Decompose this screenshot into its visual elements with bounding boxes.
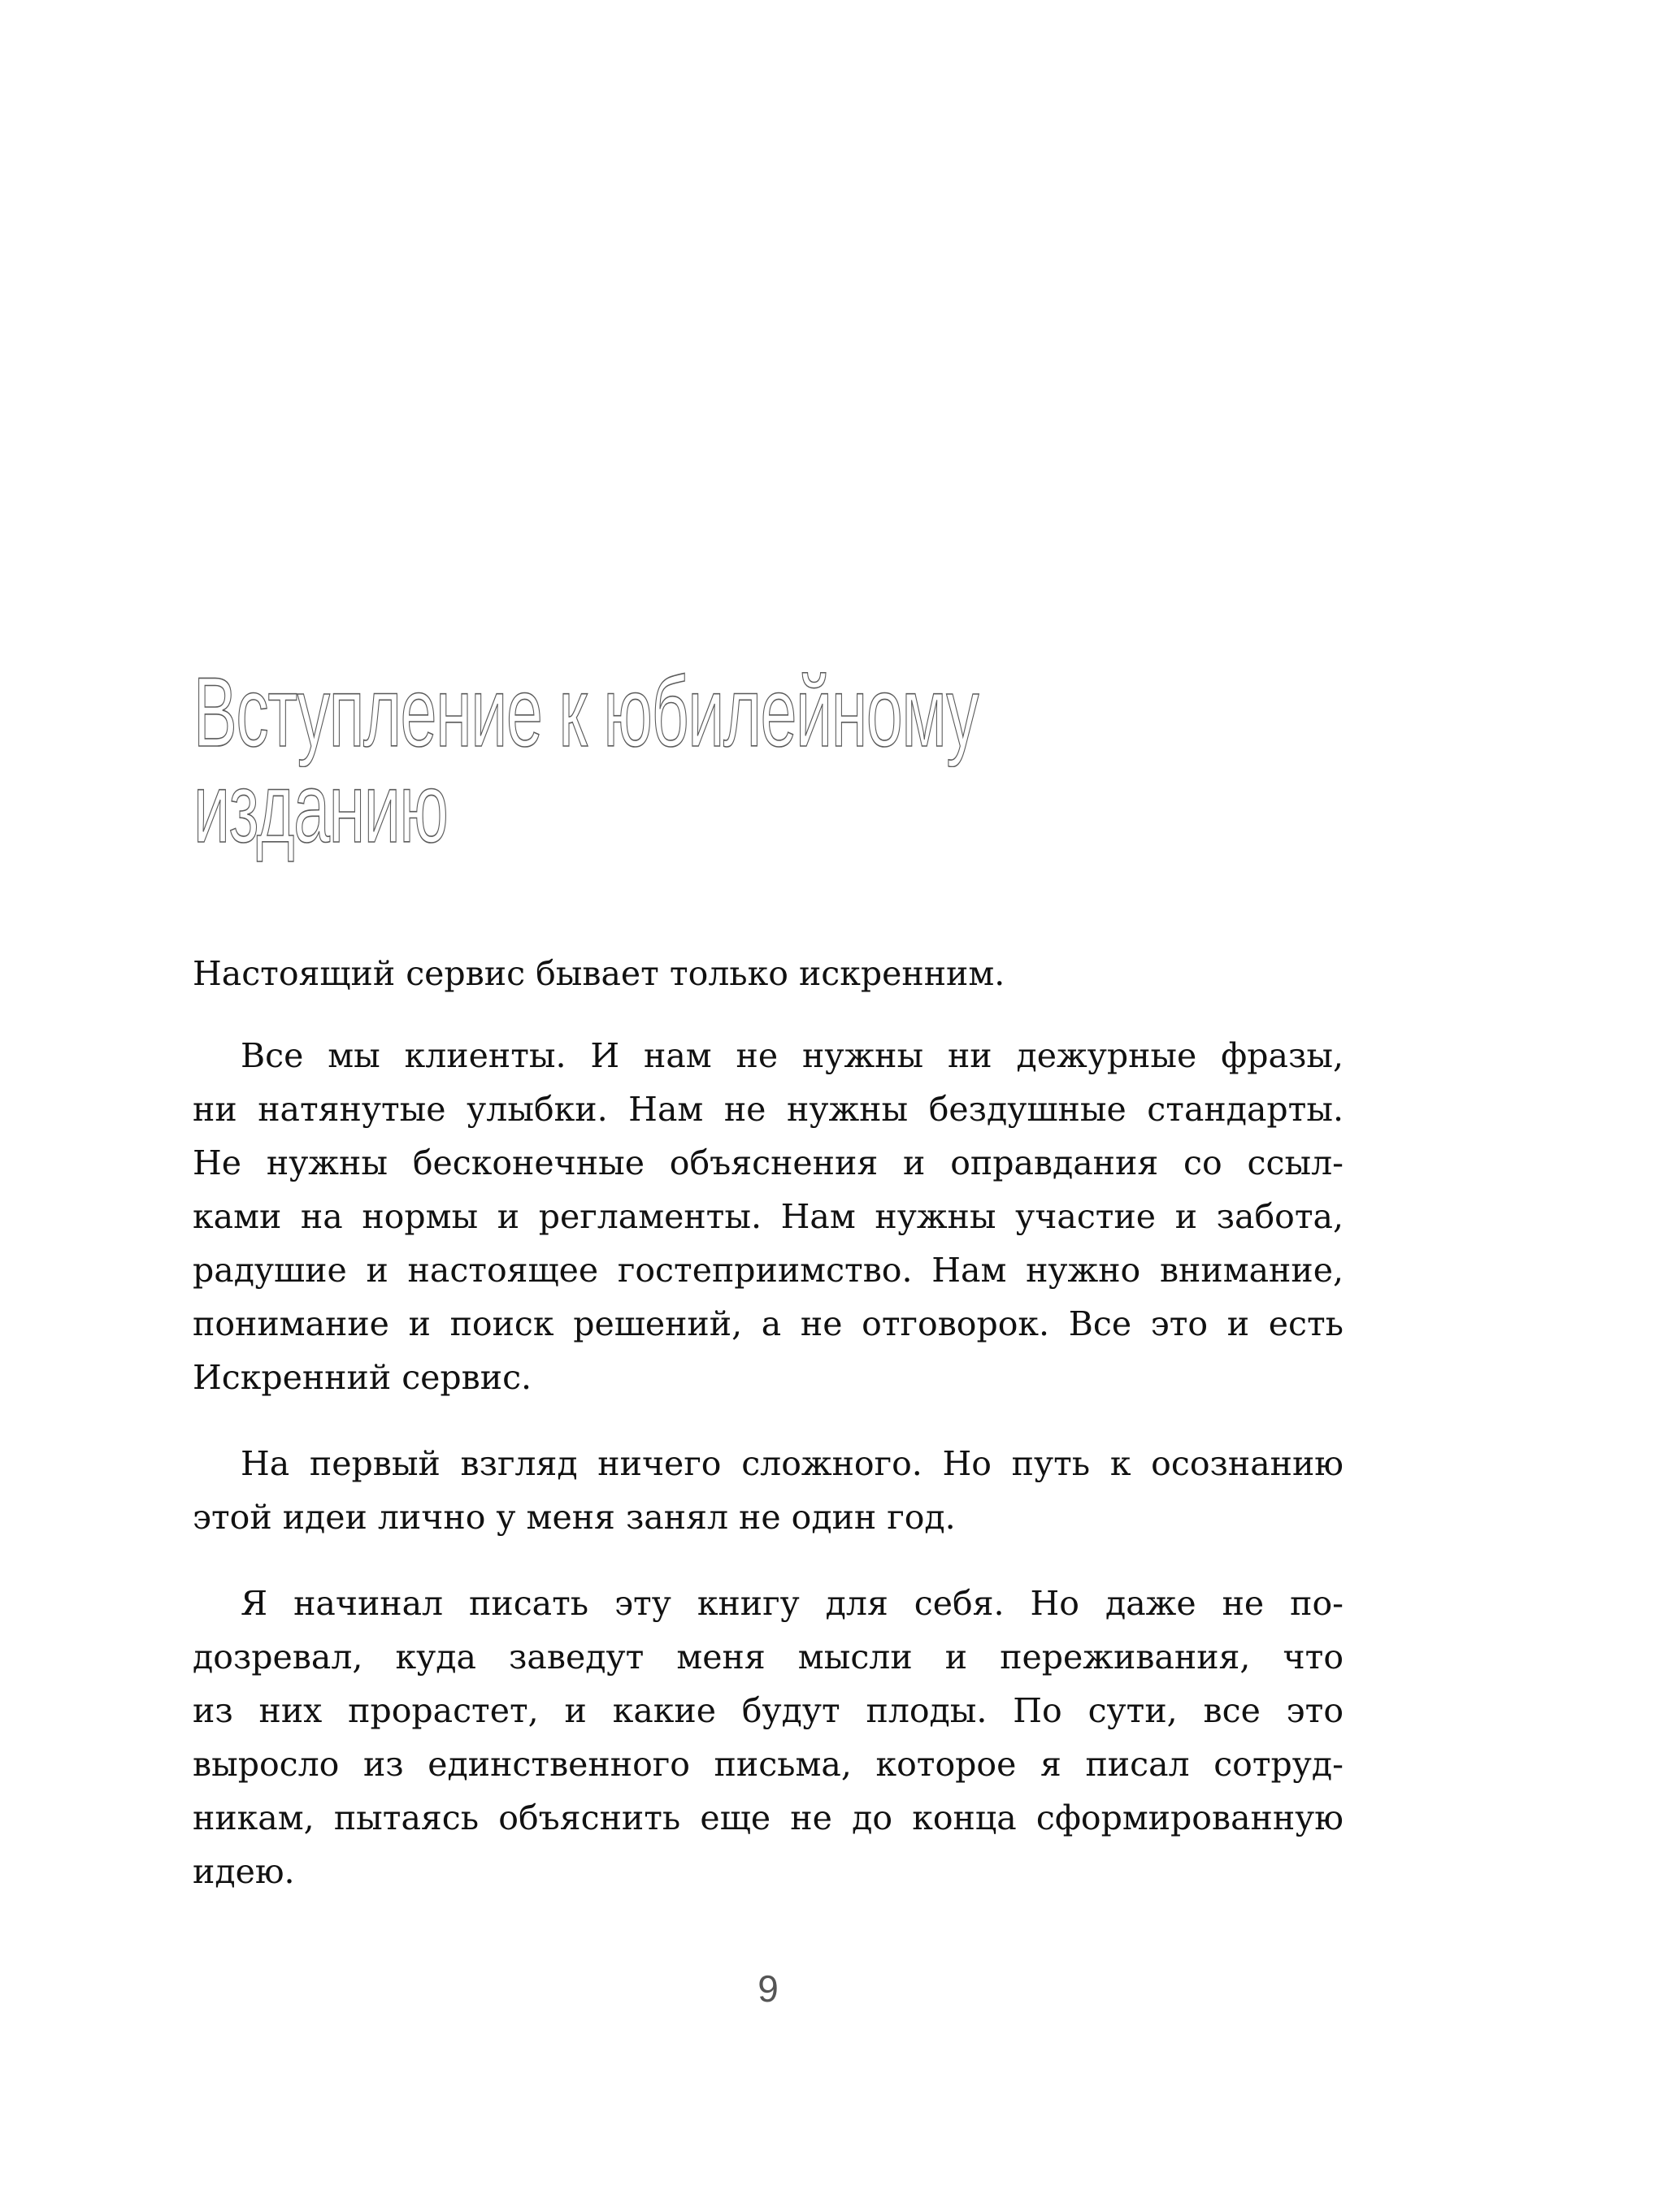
paragraph-2-line-4: ками на нормы и регламенты. Нам нужны участие и забота, (193, 1197, 1344, 1236)
paragraph-1-line-1: Настоящий сервис бывает только искренним. (193, 954, 1005, 993)
paragraph-3-line-1: На первый взгляд ничего сложного. Но путь к осознанию (241, 1444, 1344, 1483)
paragraph-4-line-1: Я начинал писать эту книгу для себя. Но даже не по- (241, 1584, 1344, 1623)
chapter-title-line-2: изданию (193, 753, 448, 863)
paragraph-4-line-5: никам, пытаясь объяснить еще не до конца сформированную (193, 1798, 1344, 1837)
paragraph-2-line-1: Все мы клиенты. И нам не нужны ни дежурные фразы, (241, 1036, 1344, 1075)
paragraph-2-line-3: Не нужны бесконечные объяснения и оправдания со ссыл- (193, 1143, 1344, 1182)
page-number: 9 (758, 1967, 779, 2010)
paragraph-2-line-2: ни натянутые улыбки. Нам не нужны бездушные стандарты. (193, 1090, 1344, 1129)
paragraph-4-line-2: дозревал, куда заведут меня мысли и переживания, что (193, 1638, 1344, 1677)
paragraph-2-line-6: понимание и поиск решений, а не отговорок. Все это и есть (193, 1304, 1344, 1343)
chapter-title-line-1: Вступление к юбилейному (193, 657, 979, 767)
paragraph-3-line-2: этой идеи лично у меня занял не один год. (193, 1498, 956, 1537)
paragraph-4-line-3: из них прорастет, и какие будут плоды. По сути, все это (193, 1691, 1344, 1730)
paragraph-2-line-7: Искренний сервис. (193, 1358, 532, 1397)
paragraph-4-line-4: выросло из единственного письма, которое я писал сотруд- (193, 1745, 1344, 1784)
paragraph-2-line-5: радушие и настоящее гостеприимство. Нам нужно внимание, (193, 1251, 1344, 1290)
paragraph-4-line-6: идею. (193, 1852, 295, 1891)
